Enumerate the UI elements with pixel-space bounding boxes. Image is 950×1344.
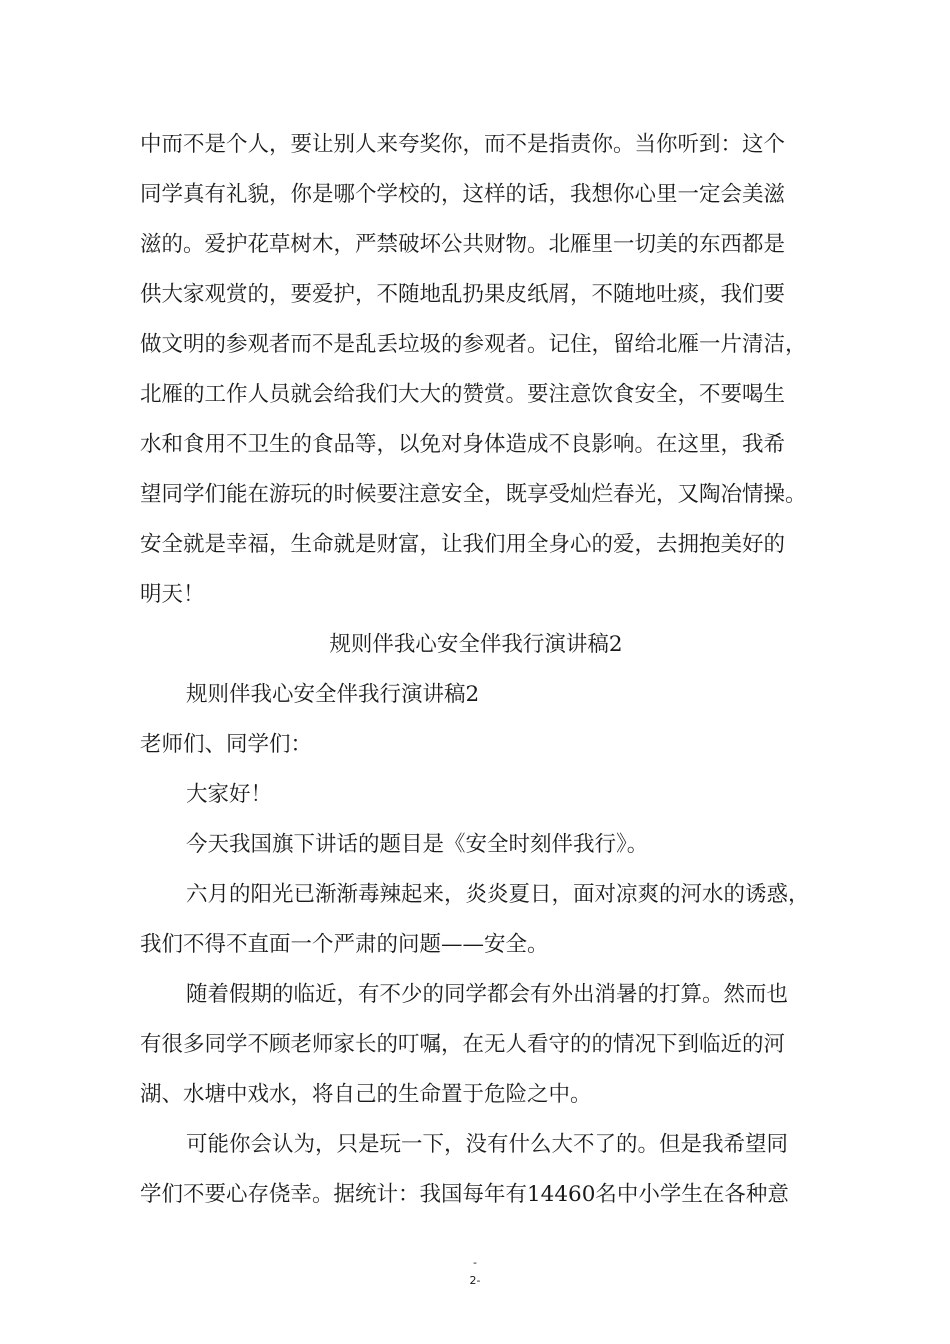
paragraph-line: 学们不要心存侥幸。据统计：我国每年有14460名中小学生在各种意	[140, 1182, 789, 1207]
paragraph-line: 滋的。爱护花草树木，严禁破坏公共财物。北雁里一切美的东西都是	[140, 232, 786, 257]
speech-title: 规则伴我心安全伴我行演讲稿2	[186, 682, 480, 707]
paragraph-line: 可能你会认为，只是玩一下，没有什么大不了的。但是我希望同	[186, 1132, 789, 1157]
paragraph-line: 随着假期的临近，有不少的同学都会有外出消暑的打算。然而也	[186, 982, 789, 1007]
paragraph-line: 安全就是幸福，生命就是财富，让我们用全身心的爱，去拥抱美好的	[140, 532, 786, 557]
section-title: 规则伴我心安全伴我行演讲稿2	[329, 632, 623, 657]
paragraph-line: 六月的阳光已渐渐毒辣起来，炎炎夏日，面对凉爽的河水的诱惑，	[186, 882, 810, 907]
salutation: 老师们、同学们：	[140, 732, 313, 757]
paragraph-line: 供大家观赏的，要爱护，不随地乱扔果皮纸屑，不随地吐痰，我们要	[140, 282, 786, 307]
paragraph-line: 明天！	[140, 582, 205, 607]
paragraph-line: 中而不是个人，要让别人来夸奖你，而不是指责你。当你听到：这个	[140, 132, 786, 157]
paragraph-line: 有很多同学不顾老师家长的叮嘱，在无人看守的的情况下到临近的河	[140, 1032, 786, 1057]
paragraph-line: 同学真有礼貌，你是哪个学校的，这样的话，我想你心里一定会美滋	[140, 182, 786, 207]
paragraph-line: 北雁的工作人员就会给我们大大的赞赏。要注意饮食安全，不要喝生	[140, 382, 786, 407]
page-number: 2-	[469, 1274, 481, 1287]
paragraph-line: 我们不得不直面一个严肃的问题——安全。	[140, 932, 549, 957]
greeting: 大家好！	[186, 782, 273, 807]
paragraph-line: 湖、水塘中戏水，将自己的生命置于危险之中。	[140, 1082, 592, 1107]
paragraph-line: 做文明的参观者而不是乱丢垃圾的参观者。记住，留给北雁一片清洁，	[140, 332, 807, 357]
paragraph-line: 望同学们能在游玩的时候要注意安全，既享受灿烂春光，又陶冶情操。	[140, 482, 807, 507]
paragraph-line: 水和食用不卫生的食品等，以免对身体造成不良影响。在这里，我希	[140, 432, 786, 457]
paragraph-line: 今天我国旗下讲话的题目是《安全时刻伴我行》。	[186, 832, 649, 857]
document-body	[140, 120, 812, 1220]
footer-dash: -	[473, 1256, 477, 1269]
